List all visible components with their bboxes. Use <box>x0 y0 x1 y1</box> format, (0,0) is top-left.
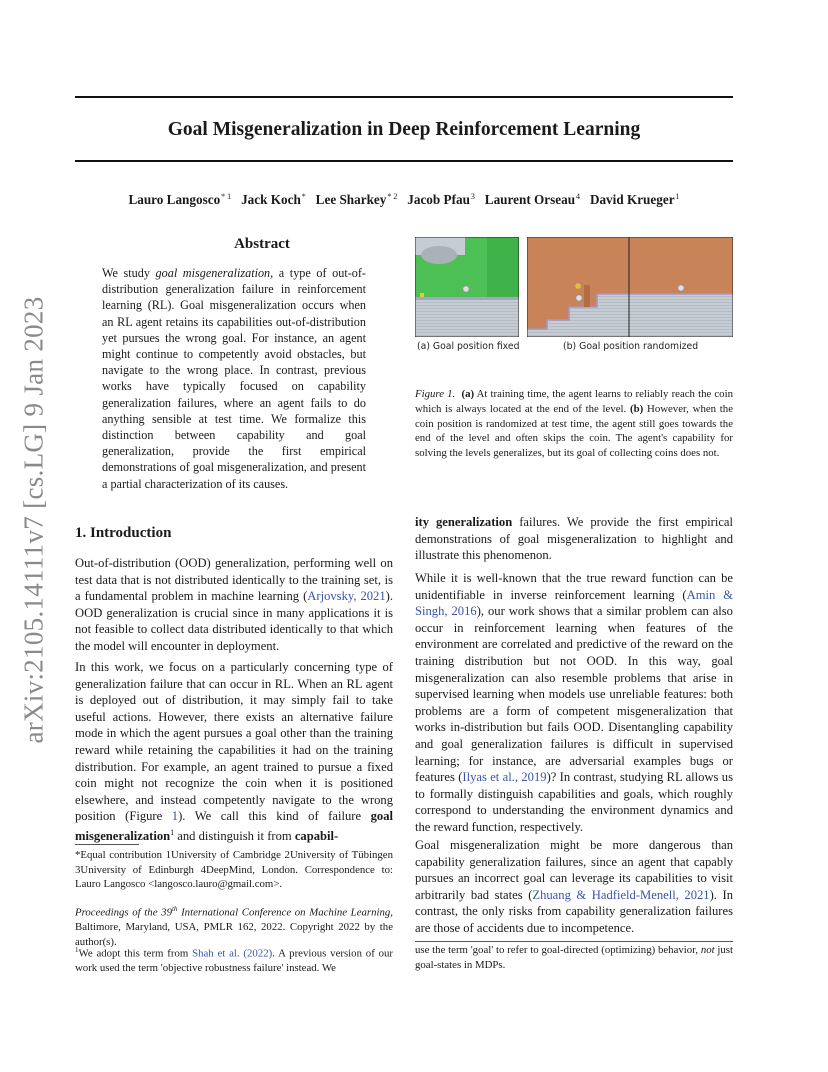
citation-link[interactable]: Zhuang & Hadfield-Menell, 2021 <box>532 887 710 902</box>
title-top-rule <box>75 96 733 98</box>
intro-paragraph: Goal misgeneralization might be more dangerous than capability generalization failures, since an agent that capably pursues an incorrect goal can leverage its capabilities to visit arbitrarily bad states (Zhuang & Hadfield-Menell, 2021). In contrast, the only risks from capability generalization failures are those of accidents due to incompetence. <box>415 838 734 935</box>
author: Lee Sharkey$^{* 2}$ <box>315 192 398 208</box>
author: Lauro Langosco$^{* 1}$ <box>128 192 232 208</box>
author: Jacob Pfau$^3$ <box>407 192 475 208</box>
intro-paragraph: ity generalization failures. We provide the first empirical demonstrations of goal misgeneralization to highlight and illustrate this phenomenon. <box>415 515 733 563</box>
figure-caption: Figure 1. (a) At training time, the agent learns to reliably reach the coin which is always located at the end of the level. (b) However, when the coin position is randomized at test time, the agent still goes towards the end of the level and often skips the coin. The agent's capability for solving the levels generalizes, but its goal of collecting coins does not. <box>415 388 734 460</box>
subcaption-a: (a) Goal position fixed <box>417 341 520 352</box>
author: Jack Koch* <box>241 192 306 208</box>
footnote-rule <box>75 844 139 845</box>
intro-paragraph: Out-of-distribution (OOD) generalization, performing well on test data that is not distributed identically to the training set, is a fundamental problem in machine learning (Arjovsky, 2021). OOD generalization is crucial since in many applications it is not feasible to collect data distributed identically to that which the model will encounter in deployment. <box>75 556 393 653</box>
footnote-1: $^1$We adopt this term from Shah et al. (2022). A previous version of our work used the term 'objective robustness failure' instead. We <box>75 946 394 975</box>
affiliation-footnote: *Equal contribution 1University of Cambridge 2University of Tübingen 3University of Edinburgh 4DeepMind, London. Correspondence to: Lauro Langosco <langosco.lauro@gmail.com>. <box>75 849 393 891</box>
proceedings-note: Proceedings of the 39th International Conference on Machine Learning, Baltimore, Maryland, USA, PMLR 162, 2022. Copyright 2022 by the author(s). <box>75 905 393 948</box>
figure-image-goal-randomized <box>527 237 733 337</box>
section-heading-introduction: 1. Introduction <box>75 525 172 541</box>
figure-ref-link[interactable]: 1 <box>171 809 179 824</box>
citation-link[interactable]: Ilyas et al., 2019 <box>462 770 547 785</box>
author-list <box>75 192 733 208</box>
subcaption-b: (b) Goal position randomized <box>563 341 699 352</box>
footnote-rule <box>415 941 733 942</box>
citation-link[interactable]: Amin & Singh, 2016 <box>415 587 733 619</box>
footnote-1-continued: use the term 'goal' to refer to goal-directed (optimizing) behavior, not just goal-states in MDPs. <box>415 944 733 971</box>
intro-paragraph: In this work, we focus on a particularly concerning type of generalization failure that can occur in RL. When an RL agent is deployed out of distribution, it may simply fail to take useful actions. However, there exists an alternative failure mode in which the agent pursues a goal other than the training reward while retaining the capabilities it had on the training distribution. For example, an agent trained to pursue a fixed coin might not recognize the coin when it is positioned elsewhere, and instead competently navigate to the wrong position (Figure 1). We call this kind of failure goal misgeneralization$^1$ and distinguish it from capabil- <box>75 660 393 844</box>
intro-paragraph: While it is well-known that the true reward function can be unidentifiable in inverse reinforcement learning (Amin & Singh, 2016), our work shows that a similar problem can also occur in reinforcement learning when features of the environment are correlated and predictive of the reward on the training distribution but not OOD. In this way, goal misgeneralization can also resemble problems that arise in supervised learning when models use unreliable features: both problems are a form of competent misgeneralization that works in-distribution but fails OOD. Disentangling capability and goal generalization failures is difficult in supervised learning; for instance, are adversarial examples bugs or features (Ilyas et al., 2019)? In contrast, studying RL allows us to formally distinguish capabilities and goals, which roughly correspond to understanding the environment dynamics and the reward function, respectively. <box>415 571 733 834</box>
paper-title: Goal Misgeneralization in Deep Reinforcement Learning <box>167 119 641 140</box>
citation-link[interactable]: Shah et al. (2022) <box>192 947 273 960</box>
arxiv-side-identifier <box>12 296 56 744</box>
author: Laurent Orseau$^4$ <box>484 192 581 208</box>
arxiv-id-text: arXiv:2105.14111v7 [cs.LG] 9 Jan 2023 <box>18 296 49 744</box>
abstract-heading: Abstract <box>234 236 290 252</box>
title-bottom-rule <box>75 160 733 162</box>
citation-link[interactable]: Arjovsky, 2021 <box>307 589 386 604</box>
abstract-text: We study goal misgeneralization, a type of out-of-distribution generalization failure in reinforcement learning (RL). Goal misgeneralization occurs when an RL agent retains its capabilities out-of-distribution yet pursues the wrong goal. For instance, an agent might continue to competently avoid obstacles, but navigate to the wrong place. In contrast, previous works have typically focused on capability generalization failures, where an agent fails to do anything sensible at test time. We formalize this distinction between capability and goal generalization, provide the first empirical demonstrations of goal misgeneralization, and present a partial characterization of its causes. <box>102 266 366 491</box>
author: David Krueger$^1$ <box>589 192 680 208</box>
figure-image-goal-fixed <box>415 237 519 337</box>
